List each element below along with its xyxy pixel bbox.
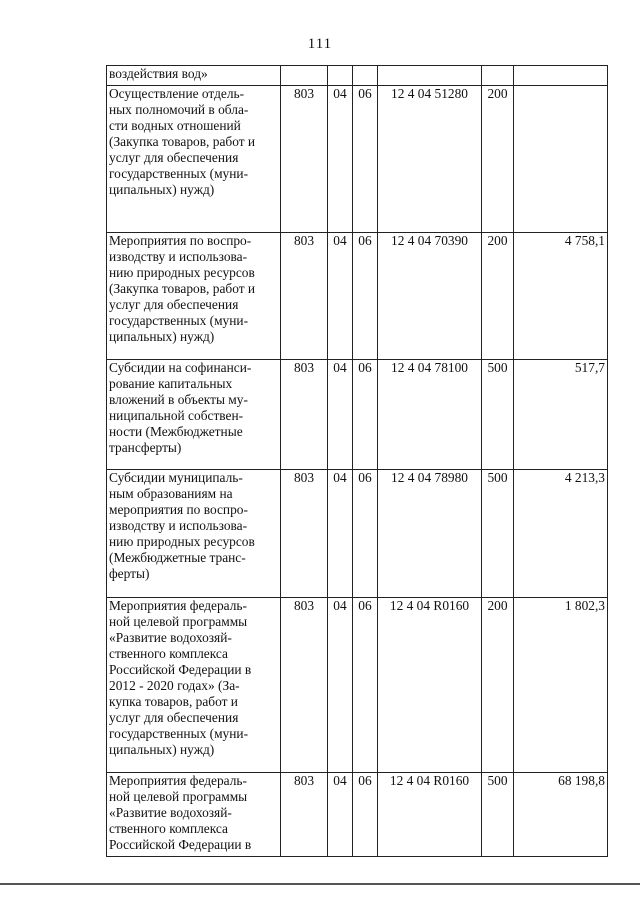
target-article-cell: 12 4 04 51280	[378, 86, 482, 233]
section-cell: 04	[328, 598, 353, 773]
row-name-cell	[107, 66, 281, 86]
expense-type-cell: 200	[482, 598, 514, 773]
grbs-cell: 803	[281, 598, 328, 773]
row-name-line: купка товаров, работ и	[109, 694, 238, 709]
row-name-line: ципальных) нужд)	[109, 329, 215, 344]
row-name-cell	[107, 470, 281, 598]
amount-cell	[514, 66, 608, 86]
section-cell: 04	[328, 360, 353, 470]
row-name-cell	[107, 360, 281, 470]
table-row	[107, 233, 608, 360]
row-name-line: 2012 - 2020 годах» (За-	[109, 678, 240, 693]
target-article-cell	[378, 66, 482, 86]
grbs-cell: 803	[281, 233, 328, 360]
section-cell: 04	[328, 470, 353, 598]
expense-type-cell	[482, 66, 514, 86]
amount-cell: 68 198,8	[514, 773, 608, 857]
grbs-cell: 803	[281, 86, 328, 233]
row-name-line: ственного комплекса	[109, 821, 228, 836]
row-name-line: ферты)	[109, 566, 150, 581]
row-name-line: ной целевой программы	[109, 614, 248, 629]
row-name-line: ципальных) нужд)	[109, 742, 215, 757]
amount-cell: 1 802,3	[514, 598, 608, 773]
row-name-line: (Закупка товаров, работ и	[109, 134, 256, 149]
budget-table	[106, 65, 608, 857]
subsection-cell: 06	[353, 773, 378, 857]
section-cell	[328, 66, 353, 86]
row-name-line: сти водных отношений	[109, 118, 241, 133]
table-row	[107, 86, 608, 233]
row-name-line: услуг для обеспечения	[109, 710, 239, 725]
grbs-cell	[281, 66, 328, 86]
table-row	[107, 470, 608, 598]
row-name-line: ципальных) нужд)	[109, 182, 215, 197]
row-name-cell	[107, 598, 281, 773]
table-row	[107, 66, 608, 86]
section-cell: 04	[328, 233, 353, 360]
row-name-line: услуг для обеспечения	[109, 150, 239, 165]
subsection-cell: 06	[353, 360, 378, 470]
table-row	[107, 773, 608, 857]
row-name-line: воздействия вод»	[109, 66, 208, 81]
row-name-line: ной целевой программы	[109, 789, 248, 804]
target-article-cell: 12 4 04 70390	[378, 233, 482, 360]
row-name-line: трансферты)	[109, 440, 182, 455]
row-name-line: изводству и использова-	[109, 249, 248, 264]
row-name-line: ности (Межбюджетные	[109, 424, 243, 439]
row-name-line: ным образованиям на	[109, 486, 233, 501]
row-name-line: (Межбюджетные транс-	[109, 550, 246, 565]
grbs-cell: 803	[281, 360, 328, 470]
section-cell: 04	[328, 773, 353, 857]
row-name-line: Российской Федерации в	[109, 662, 252, 677]
row-name-line: Мероприятия федераль-	[109, 773, 247, 788]
row-name-line: ных полномочий в обла-	[109, 102, 249, 117]
grbs-cell: 803	[281, 470, 328, 598]
row-name-line: «Развитие водохозяй-	[109, 630, 232, 645]
subsection-cell: 06	[353, 598, 378, 773]
expense-type-cell: 500	[482, 360, 514, 470]
subsection-cell	[353, 66, 378, 86]
row-name-line: Российской Федерации в	[109, 837, 252, 852]
subsection-cell: 06	[353, 233, 378, 360]
subsection-cell: 06	[353, 86, 378, 233]
row-name-line: «Развитие водохозяй-	[109, 805, 232, 820]
amount-cell: 4 758,1	[514, 233, 608, 360]
table-row	[107, 598, 608, 773]
row-name-line: ственного комплекса	[109, 646, 228, 661]
row-name-line: государственных (муни-	[109, 313, 249, 328]
subsection-cell: 06	[353, 470, 378, 598]
row-name-line: изводству и использова-	[109, 518, 248, 533]
row-name-line: рование капитальных	[109, 376, 233, 391]
table-body	[107, 66, 608, 857]
row-name-line: Осуществление отдель-	[109, 86, 245, 101]
row-name-line: Субсидии муниципаль-	[109, 470, 243, 485]
target-article-cell: 12 4 04 78980	[378, 470, 482, 598]
amount-cell	[514, 86, 608, 233]
row-name-cell	[107, 773, 281, 857]
row-name-line: ниципальной собствен-	[109, 408, 244, 423]
target-article-cell: 12 4 04 R0160	[378, 598, 482, 773]
row-name-line: вложений в объекты му-	[109, 392, 248, 407]
row-name-line: мероприятия по воспро-	[109, 502, 248, 517]
expense-type-cell: 500	[482, 470, 514, 598]
expense-type-cell: 500	[482, 773, 514, 857]
grbs-cell: 803	[281, 773, 328, 857]
expense-type-cell: 200	[482, 233, 514, 360]
row-name-line: Мероприятия федераль-	[109, 598, 247, 613]
section-cell: 04	[328, 86, 353, 233]
amount-cell: 517,7	[514, 360, 608, 470]
target-article-cell: 12 4 04 R0160	[378, 773, 482, 857]
row-name-line: нию природных ресурсов	[109, 265, 255, 280]
row-name-cell	[107, 233, 281, 360]
amount-cell: 4 213,3	[514, 470, 608, 598]
row-name-line: государственных (муни-	[109, 166, 249, 181]
expense-type-cell: 200	[482, 86, 514, 233]
row-name-line: нию природных ресурсов	[109, 534, 255, 549]
table-row	[107, 360, 608, 470]
row-name-line: услуг для обеспечения	[109, 297, 239, 312]
row-name-line: Мероприятия по воспро-	[109, 233, 252, 248]
row-name-line: (Закупка товаров, работ и	[109, 281, 256, 296]
page-number: 111	[307, 36, 333, 52]
bottom-rule	[0, 883, 640, 885]
row-name-line: Субсидии на софинанси-	[109, 360, 252, 375]
row-name-line: государственных (муни-	[109, 726, 249, 741]
row-name-cell	[107, 86, 281, 233]
target-article-cell: 12 4 04 78100	[378, 360, 482, 470]
